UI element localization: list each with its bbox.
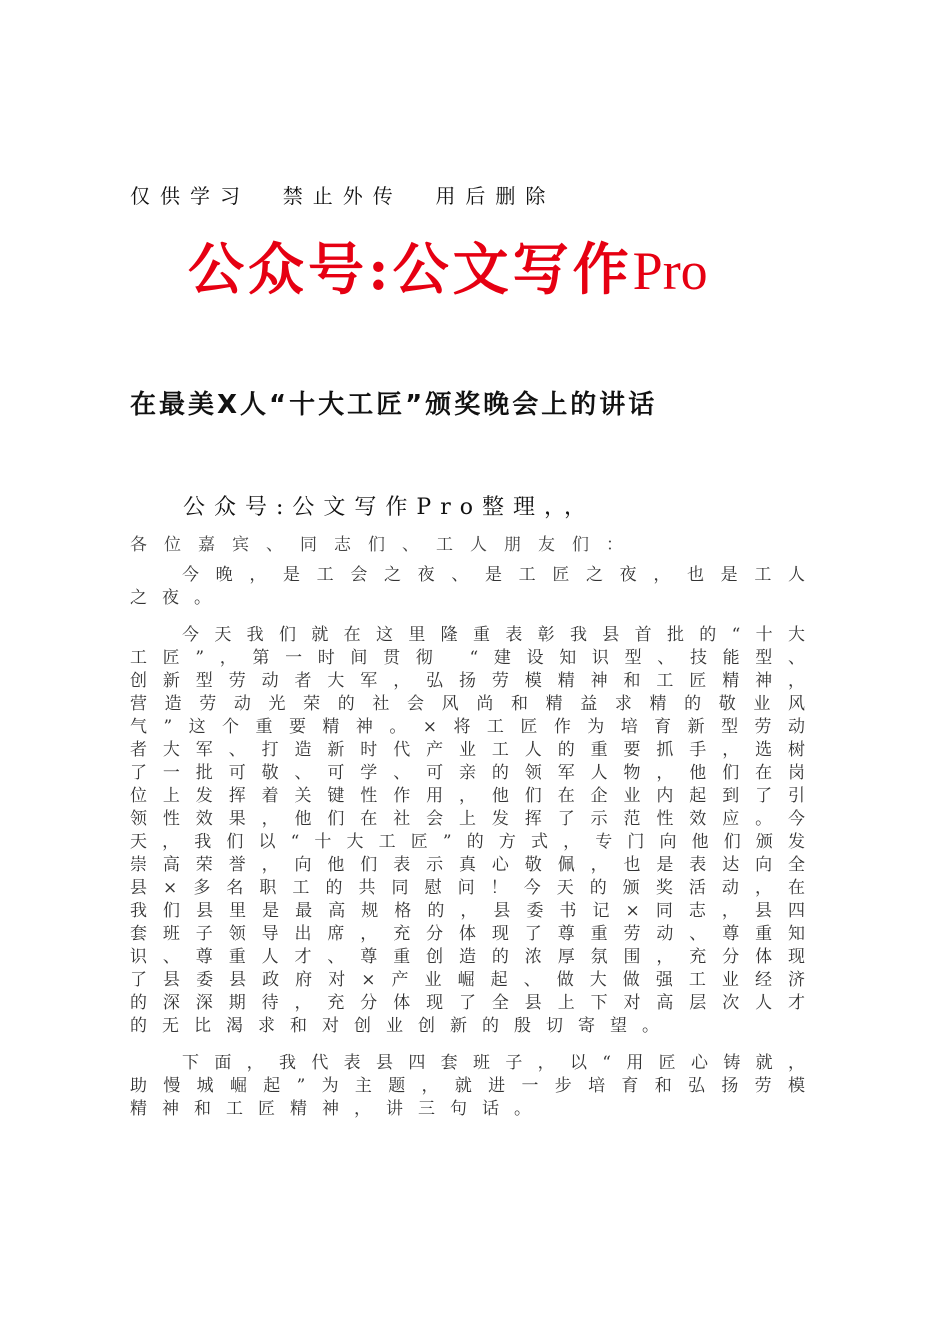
usage-notice: 仅供学习 禁止外传 用后删除 xyxy=(130,184,556,208)
brand-banner xyxy=(188,226,708,306)
brand-suffix: Pro xyxy=(632,241,708,301)
document-body xyxy=(130,564,820,1135)
byline: 公众号:公文写作Pro整理，， xyxy=(183,495,595,520)
paragraph: 下面，我代表县四套班子，以“用匠心铸就，助慢城崛起”为主题，就进一步培育和弘扬劳模精神和工匠精神，讲三句话。 xyxy=(130,1053,820,1119)
paragraph: 今晚，是工会之夜、是工匠之夜，也是工人之夜。 xyxy=(130,565,820,608)
salutation: 各位嘉宾、同志们、工人朋友们： xyxy=(130,535,640,555)
paragraph: 今天我们就在这里隆重表彰我县首批的“十大工匠”，第一时间贯彻 “建设知识型、技能型、创新型劳动者大军，弘扬劳模精神和工匠精神，营造劳动光荣的社会风尚和精益求精的敬业风气”这个重要精神。×将工匠作为培育新型劳动者大军、打造新时代产业工人的重要抓手，选树了一批可敬、可学、可亲的领军人物，他们在岗位上发挥着关键性作用，他们在企业内起到了引领性效果，他们在社会上发挥了示范性效应。今天，我们以“十大工匠”的方式，专门向他们颁发崇高荣誉，向他们表示真心敬佩，也是表达向全县×多名职工的共同慰问！今天的颁奖活动，在我们县里是最高规格的，县委书记×同志，县四套班子领导出席，充分体现了尊重劳动、尊重知识、尊重人才、尊重创造的浓厚氛围，充分体现了县委县政府对×产业崛起、做大做强工业经济的深深期待，充分体现了全县上下对高层次人才的无比渴求和对创业创新的殷切寄望。 xyxy=(130,625,820,1036)
document-title: 在最美X人“十大工匠”颁奖晚会上的讲话 xyxy=(130,390,658,420)
brand-name: 公众号:公文写作 xyxy=(188,237,633,303)
